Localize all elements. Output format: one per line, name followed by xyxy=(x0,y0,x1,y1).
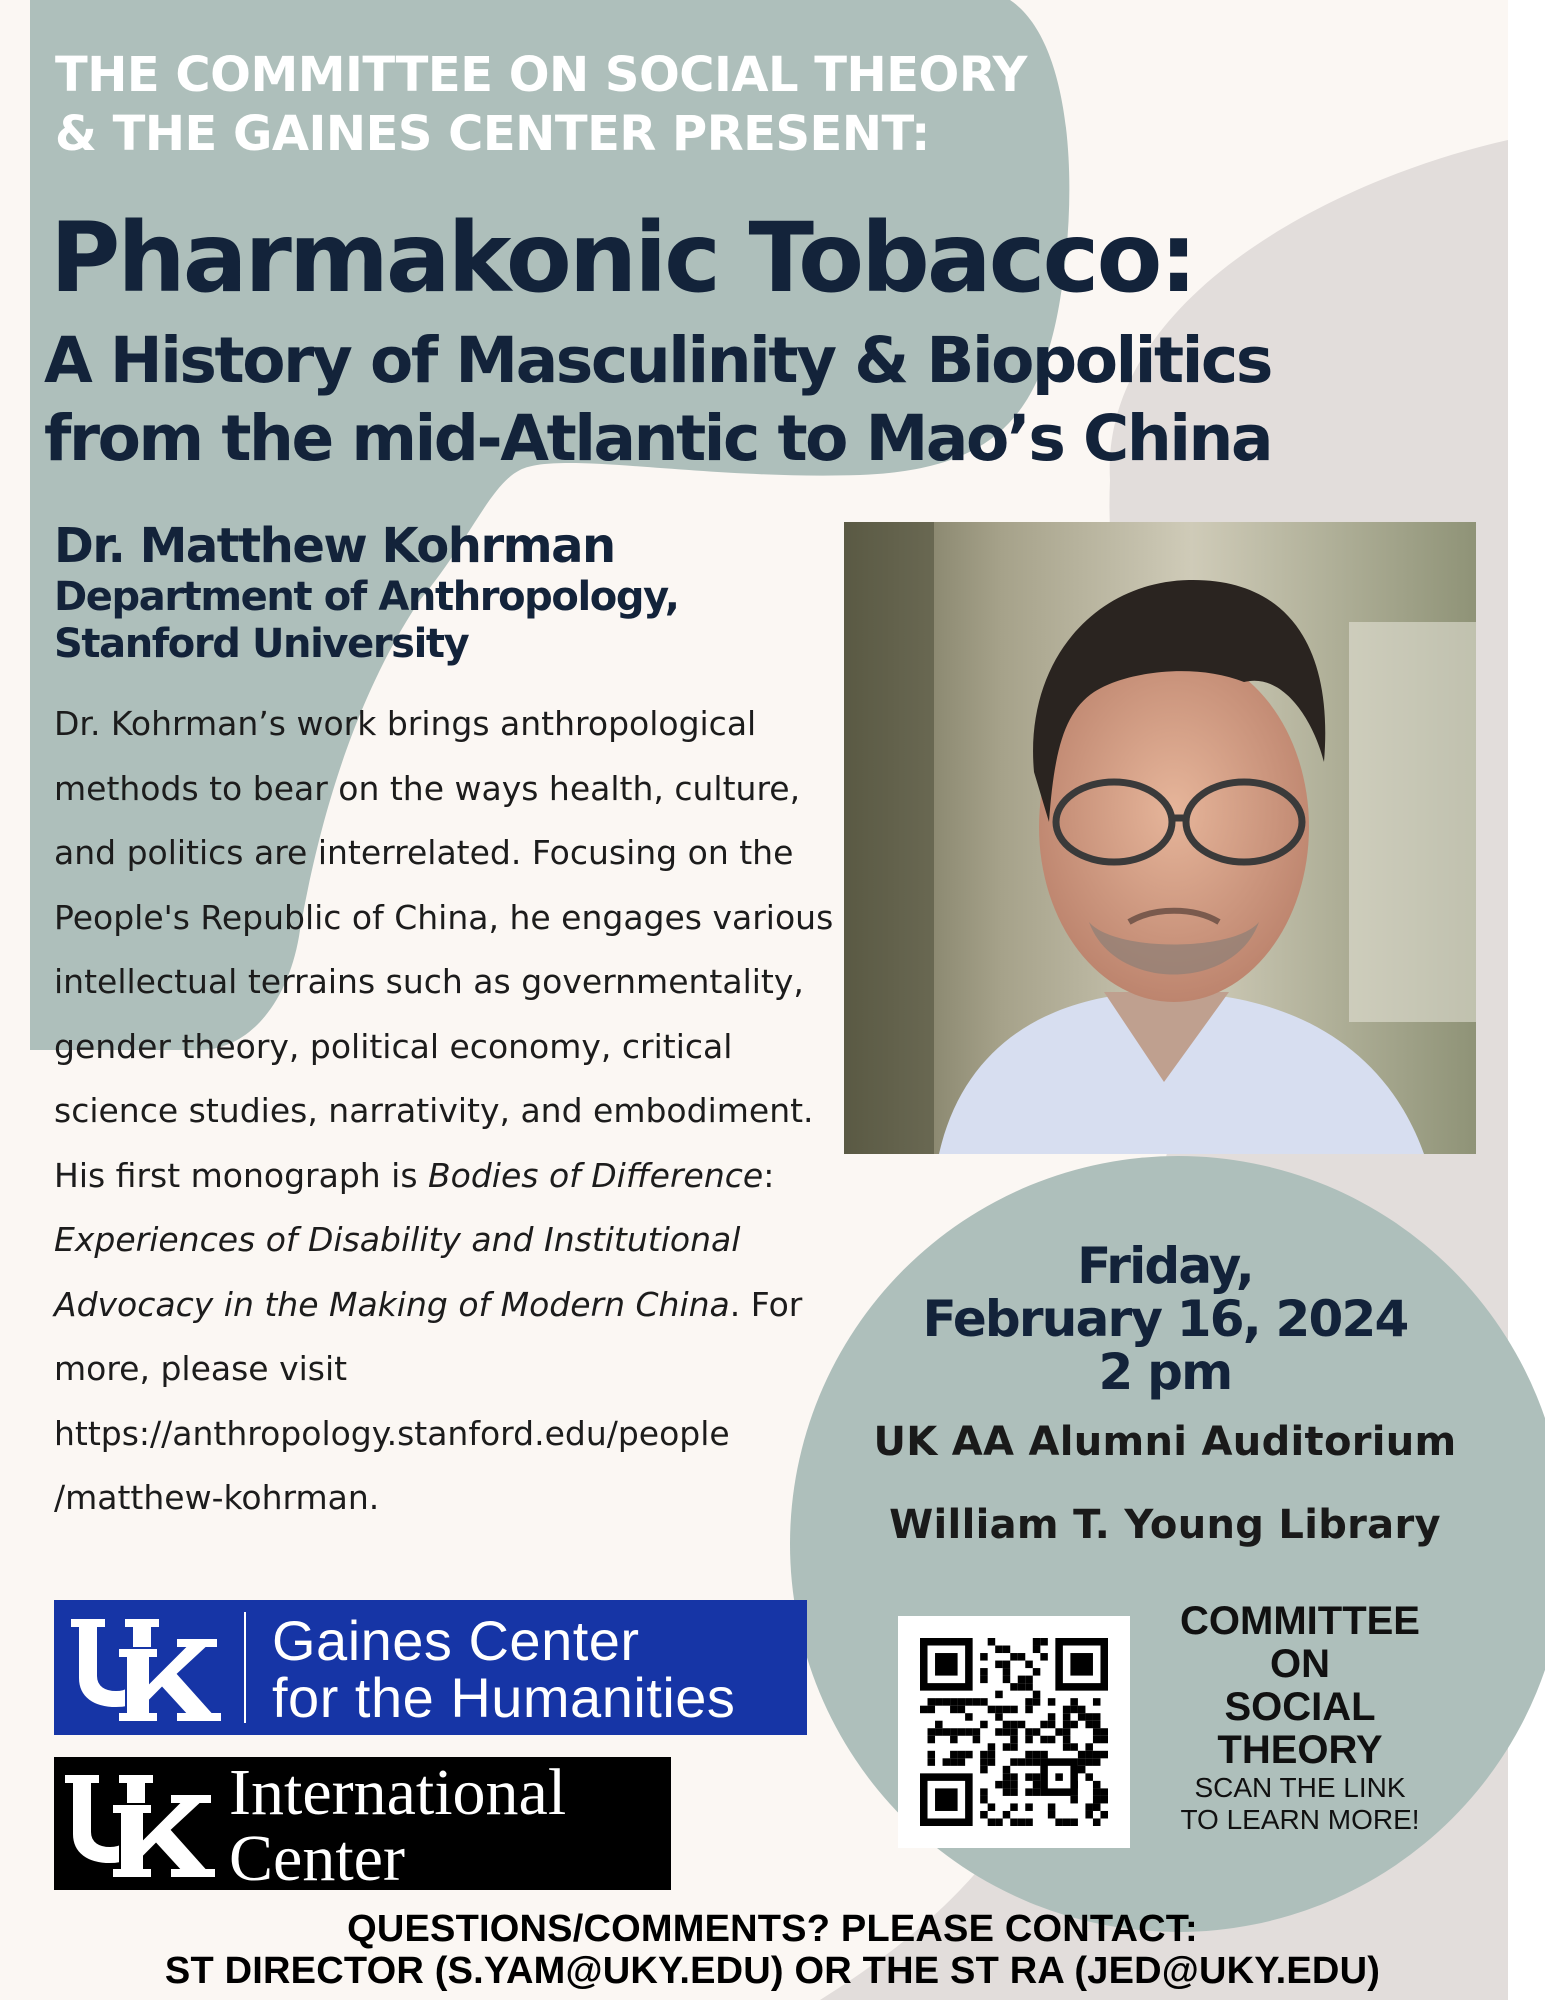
book-title-part-2: Experiences of Disability and Institutional Advocacy in the Making of Modern China xyxy=(54,1220,741,1324)
event-day: Friday, xyxy=(1077,1237,1253,1295)
speaker-name: Dr. Matthew Kohrman xyxy=(54,518,615,574)
event-title: Pharmakonic Tobacco: xyxy=(50,202,1195,314)
contact-line-2: ST DIRECTOR (S.YAM@UKY.EDU) OR THE ST RA (JED@UKY.EDU) xyxy=(164,1950,1381,1992)
speaker-department xyxy=(54,574,814,668)
book-title-part-1: Bodies of Difference xyxy=(428,1155,764,1195)
event-building: William T. Young Library xyxy=(889,1502,1441,1548)
international-logo-text xyxy=(229,1756,567,1895)
international-center-logo xyxy=(54,1756,671,1895)
gaines-logo-text xyxy=(272,1609,736,1729)
bio-period: . xyxy=(729,1284,741,1324)
qr-code-box[interactable] xyxy=(898,1616,1130,1848)
scan-line-1: SCAN THE LINK xyxy=(1194,1772,1406,1803)
gaines-logo-divider xyxy=(244,1612,246,1723)
speaker-portrait-icon xyxy=(844,522,1476,1154)
bio-intro: Dr. Kohrman’s work brings anthropological methods to bear on the ways health, culture, and politics are interrelated. Focusing on the People's Republic of China, he engages various intellectual terrains such as governmentality, gender theory, political economy, critical science studies, narrativity, and embodiment. His first monograph is xyxy=(54,704,834,1195)
bio-url-line-2[interactable]: /matthew-kohrman. xyxy=(54,1478,380,1517)
speaker-photo xyxy=(844,522,1476,1154)
bio-more-label: For more, please visit xyxy=(54,1284,803,1388)
speaker-bio xyxy=(54,692,844,1531)
event-time: 2 pm xyxy=(1098,1343,1232,1401)
committee-line-2: ON xyxy=(1270,1642,1330,1686)
qr-code-icon xyxy=(920,1638,1108,1826)
subtitle-line-1: A History of Masculinity & Biopolitics xyxy=(44,324,1271,397)
event-venue: UK AA Alumni Auditorium xyxy=(873,1419,1457,1465)
scan-instruction xyxy=(1140,1772,1460,1836)
contact-info xyxy=(0,1908,1545,1992)
uk-logo-icon xyxy=(60,1765,220,1883)
book-title-colon: : xyxy=(763,1155,775,1195)
scan-line-2: TO LEARN MORE! xyxy=(1180,1804,1420,1835)
intl-line-2: Center xyxy=(229,1822,405,1895)
department-line-1: Department of Anthropology, xyxy=(54,574,679,620)
event-date: February 16, 2024 xyxy=(922,1290,1408,1348)
gaines-line-1: Gaines Center xyxy=(272,1609,640,1672)
presenter-line-1: THE COMMITTEE ON SOCIAL THEORY xyxy=(55,47,1027,103)
committee-line-3: SOCIAL xyxy=(1224,1685,1376,1729)
presenter-line-2: & THE GAINES CENTER PRESENT: xyxy=(55,106,930,162)
bio-url-line-1[interactable]: https://anthropology.stanford.edu/people xyxy=(54,1413,730,1453)
contact-line-1: QUESTIONS/COMMENTS? PLEASE CONTACT: xyxy=(347,1908,1198,1950)
subtitle-line-2: from the mid-Atlantic to Mao’s China xyxy=(44,402,1272,475)
event-datetime xyxy=(860,1237,1470,1401)
intl-line-1: International xyxy=(229,1756,567,1829)
event-subtitle xyxy=(44,322,1514,478)
gaines-center-logo xyxy=(54,1600,807,1735)
uk-logo-icon xyxy=(66,1612,226,1724)
committee-line-4: THEORY xyxy=(1217,1728,1383,1772)
committee-label xyxy=(1145,1600,1455,1772)
presenter-heading xyxy=(55,46,1155,164)
gaines-line-2: for the Humanities xyxy=(272,1666,736,1729)
committee-line-1: COMMITTEE xyxy=(1180,1599,1420,1643)
department-line-2: Stanford University xyxy=(54,621,469,667)
